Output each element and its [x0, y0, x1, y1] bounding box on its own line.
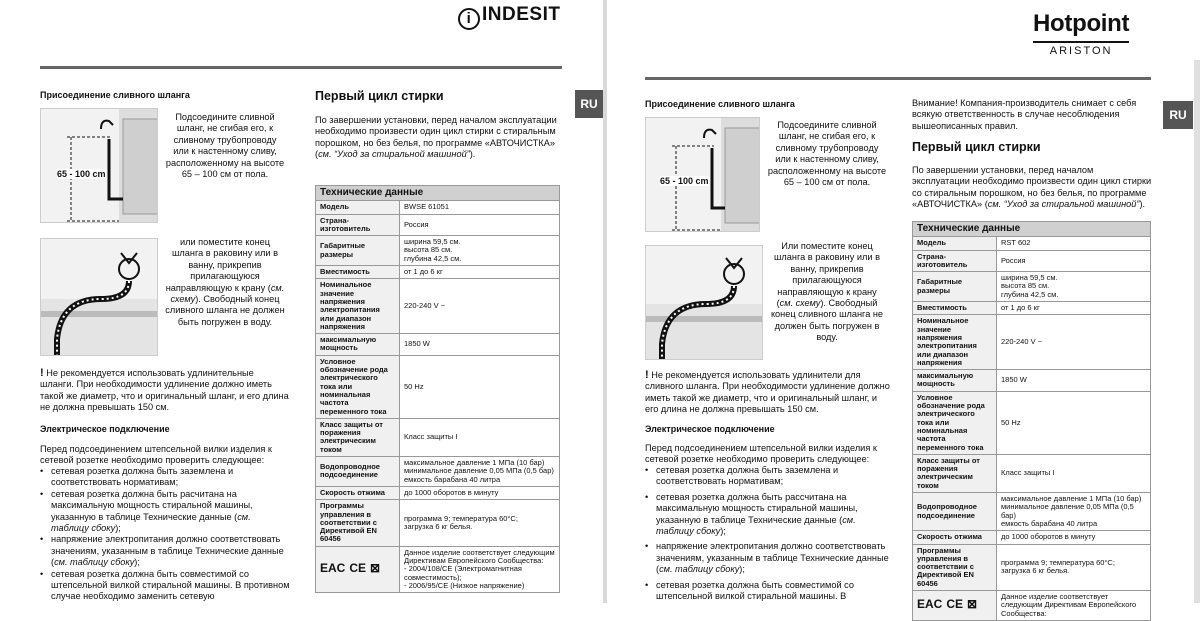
table-row [316, 279, 560, 334]
hose-warning: ! Не рекомендуется использовать удлинительные шланги. При необходимости удлинение должно иметь такой же диаметр, что и оригинальный шланг, и его длина не должна превышать 150 см. [40, 367, 289, 413]
spec-key: Габаритные размеры [913, 272, 997, 302]
hose-in-basin-figure-right [645, 245, 763, 360]
spec-value: от 1 до 6 кг [997, 302, 1151, 315]
spec-key: Водопроводное подсоединение [913, 493, 997, 531]
spec-value: максимальное давление 1 МПа (10 бар) минимальное давление 0,05 МПа (0,5 бар) емкость барабана 40 литра [997, 493, 1151, 531]
spec-key: Класс защиты от поражения электрическим током [913, 454, 997, 492]
table-row [913, 531, 1151, 544]
table-row [913, 272, 1151, 302]
list-item: • сетевая розетка должна быть расчитана на максимальную мощность стиральной машины, указанную в таблице Технические данные (см. таблицу сбоку); [40, 489, 290, 535]
hose-paragraph-1: Подсоедините сливной шланг, не сгибая его, к сливному трубопроводу или к настенному сливу, расположенному на высоте 65 – 100 см от пола. [165, 112, 285, 180]
spec-key: Класс защиты от поражения электрическим током [316, 418, 400, 456]
table-row [316, 214, 560, 236]
spec-value: 1850 W [997, 370, 1151, 392]
spec-value: 220-240 V ~ [400, 279, 560, 334]
weee-bin-icon: ⊠ [967, 597, 978, 612]
table-row [913, 454, 1151, 492]
table-row [913, 315, 1151, 370]
spec-key: Программы управления в соответствии с Директивой EN 60456 [913, 544, 997, 590]
page-edge [1194, 60, 1200, 603]
compliance-text: Данное изделие соответствует следующим Директивам Европейского Сообщества: - 2004/108/CE (Электромагнитная совместимость); - 2006/95/CE (Низкое напряжение) [400, 546, 560, 592]
hose-paragraph-1-right: Подсоедините сливной шланг, не сгибая его, к сливному трубопроводу или к настенному сливу, расположенному на высоте 65 – 100 см от пола. [767, 120, 887, 188]
compliance-marks [316, 546, 400, 592]
electrical-heading-right: Электрическое подключение [645, 424, 775, 434]
hose-paragraph-2: или поместите конец шланга в раковину или в ванну, прикрепив прилагающуюся направляющую к крану (см. схему). Свободный конец сливного шланга не должен быть погружен в воду. [165, 237, 285, 327]
spec-value: 50 Hz [400, 355, 560, 418]
compliance-row [913, 590, 1151, 620]
language-badge-right: RU [1163, 101, 1193, 129]
spec-value: Класс защиты I [400, 418, 560, 456]
list-item: • напряжение электропитания должно соответствовать значениям, указанным в таблице Технические данные (см. таблицу сбоку); [645, 541, 890, 575]
compliance-text: Данное изделие соответствует следующим Директивам Европейского Сообщества: [997, 590, 1151, 620]
spec-value: Россия [997, 250, 1151, 272]
electrical-intro: Перед подсоединением штепсельной вилки изделия к сетевой розетке необходимо проверить следующее: [40, 444, 272, 466]
hose-in-basin-figure [40, 238, 158, 356]
spec-key: Номинальное значение напряжения электропитания или диапазон напряжения [913, 315, 997, 370]
table-row [913, 370, 1151, 392]
tech-spec-title-right: Технические данные [913, 222, 1151, 237]
spec-key: Скорость отжима [316, 486, 400, 499]
table-row [913, 493, 1151, 531]
liability-notice: Внимание! Компания-производитель снимает с себя всякую ответственность в случае несоблюдения вышеописанных правил. [912, 98, 1137, 131]
eac-mark-icon: EAC [917, 597, 943, 612]
spec-value: RST 602 [997, 237, 1151, 250]
spec-value: ширина 59,5 см. высота 85 см. глубина 42,5 см. [997, 272, 1151, 302]
spec-key: Условное обозначение рода электрического тока или номинальная частота переменного тока [316, 355, 400, 418]
spec-key: Вместимость [316, 266, 400, 279]
spec-value: программа 9; температура 60°C; загрузка 6 кг белья. [400, 500, 560, 546]
spec-key: Номинальное значение напряжения электропитания или диапазон напряжения [316, 279, 400, 334]
spec-value: от 1 до 6 кг [400, 266, 560, 279]
spec-value: программа 9; температура 60°C; загрузка 6 кг белья. [997, 544, 1151, 590]
table-row [913, 391, 1151, 454]
header-rule [40, 66, 562, 69]
table-row [316, 355, 560, 418]
first-cycle-text-right: По завершении установки, перед началом эксплуатации необходимо произвести один цикл стирки со стиральным порошком, но без белья, по программе «АВТОЧИСТКА» (см. “Уход за стиральной машиной”). [912, 165, 1152, 210]
table-row [316, 500, 560, 546]
drain-height-figure [40, 108, 158, 223]
first-cycle-heading-right: Первый цикл стирки [912, 140, 1041, 154]
language-badge: RU [575, 90, 603, 118]
height-range-label-right: 65 - 100 cm [660, 176, 709, 186]
tech-spec-table-right [912, 221, 1151, 621]
table-row [913, 302, 1151, 315]
list-item: • сетевая розетка должна быть заземлена и соответствовать нормативам; [645, 465, 890, 488]
table-row [316, 236, 560, 266]
first-cycle-heading: Первый цикл стирки [315, 89, 444, 103]
hose-heading-right: Присоединение сливного шланга [645, 99, 795, 109]
table-row [316, 418, 560, 456]
tech-spec-title: Технические данные [316, 186, 560, 201]
table-row [316, 457, 560, 487]
hose-paragraph-2-right: Или поместите конец шланга в раковину или в ванну, прикрепив прилагающуюся направляющую к крану (см. схему). Свободный конец сливного шланга не должен быть погружен в воду. [770, 241, 884, 343]
table-row [316, 266, 560, 279]
spec-value: 50 Hz [997, 391, 1151, 454]
first-cycle-text: По завершении установки, перед началом эксплуатации необходимо произвести один цикл стирки с стиральным порошком, но без белья, по программе «АВТОЧИСТКА» (см. “Уход за стиральной машиной”). [315, 115, 557, 160]
compliance-marks [913, 590, 997, 620]
table-row [316, 201, 560, 214]
spec-value: до 1000 оборотов в минуту [400, 486, 560, 499]
table-row [913, 250, 1151, 272]
list-item: • напряжение электропитания должно соответствовать значениям, указанным в таблице Технические данные (см. таблицу сбоку); [40, 534, 290, 568]
spec-key: Габаритные размеры [316, 236, 400, 266]
electrical-heading: Электрическое подключение [40, 424, 170, 434]
spec-value: BWSE 61051 [400, 201, 560, 214]
spec-key: Страна-изготовитель [913, 250, 997, 272]
ce-mark-icon: CE [946, 597, 964, 612]
electrical-checklist [40, 466, 290, 603]
table-row [913, 237, 1151, 250]
spec-value: максимальное давление 1 МПа (10 бар) минимальное давление 0,05 МПа (0,5 бар) емкость барабана 40 литра [400, 457, 560, 487]
spec-value: 220-240 V ~ [997, 315, 1151, 370]
spec-key: Страна-изготовитель [316, 214, 400, 236]
electrical-intro-right: Перед подсоединением штепсельной вилки изделия к сетевой розетке необходимо проверить следующее: [645, 443, 877, 465]
ce-mark-icon: CE [349, 561, 367, 576]
weee-bin-icon: ⊠ [370, 561, 381, 576]
spec-key: Вместимость [913, 302, 997, 315]
spec-key: Модель [913, 237, 997, 250]
indesit-page [0, 0, 603, 603]
electrical-checklist-right [645, 465, 890, 602]
spec-key: Модель [316, 201, 400, 214]
header-rule-right [645, 77, 1151, 80]
compliance-row [316, 546, 560, 592]
hose-heading: Присоединение сливного шланга [40, 90, 190, 100]
spec-value: ширина 59,5 см. высота 85 см. глубина 42,5 см. [400, 236, 560, 266]
spec-value: 1850 W [400, 334, 560, 356]
drain-height-figure-right [645, 117, 760, 232]
hotpoint-logo: Hotpoint ARISTON [1033, 10, 1130, 57]
hose-warning-right: ! Не рекомендуется использовать удлинители для сливного шланга. При необходимости удлинение должно иметь такой же диаметр, что и оригинальный шланг, и его длина не должна превышать 150 см. [645, 369, 890, 415]
eac-mark-icon: EAC [320, 561, 346, 576]
spec-value: Класс защиты I [997, 454, 1151, 492]
spec-key: максимальную мощность [913, 370, 997, 392]
list-item: • сетевая розетка должна быть рассчитана на максимальную мощность стиральной машины, указанную в таблице Технические данные (см. таблицу сбоку); [645, 492, 890, 538]
height-range-label: 65 - 100 cm [57, 169, 106, 179]
spec-value: до 1000 оборотов в минуту [997, 531, 1151, 544]
tech-spec-table [315, 185, 560, 593]
spec-key: максимальную мощность [316, 334, 400, 356]
indesit-logo: i INDESIT [458, 4, 560, 30]
spec-value: Россия [400, 214, 560, 236]
list-item: • сетевая розетка должна быть совместимой со штепсельной вилкой стиральной машины. В противном случае необходимо заменить сетевую [40, 569, 290, 603]
table-row [913, 544, 1151, 590]
spec-key: Скорость отжима [913, 531, 997, 544]
table-row [316, 486, 560, 499]
list-item: • сетевая розетка должна быть совместимой со штепсельной вилкой стиральной машины. В [645, 580, 890, 603]
table-row [316, 334, 560, 356]
spec-key: Условное обозначение рода электрического тока или номинальная частота переменного тока [913, 391, 997, 454]
list-item: • сетевая розетка должна быть заземлена и соответствовать нормативам; [40, 466, 290, 489]
spec-key: Водопроводное подсоединение [316, 457, 400, 487]
spec-key: Программы управления в соответствии с Директивой EN 60456 [316, 500, 400, 546]
